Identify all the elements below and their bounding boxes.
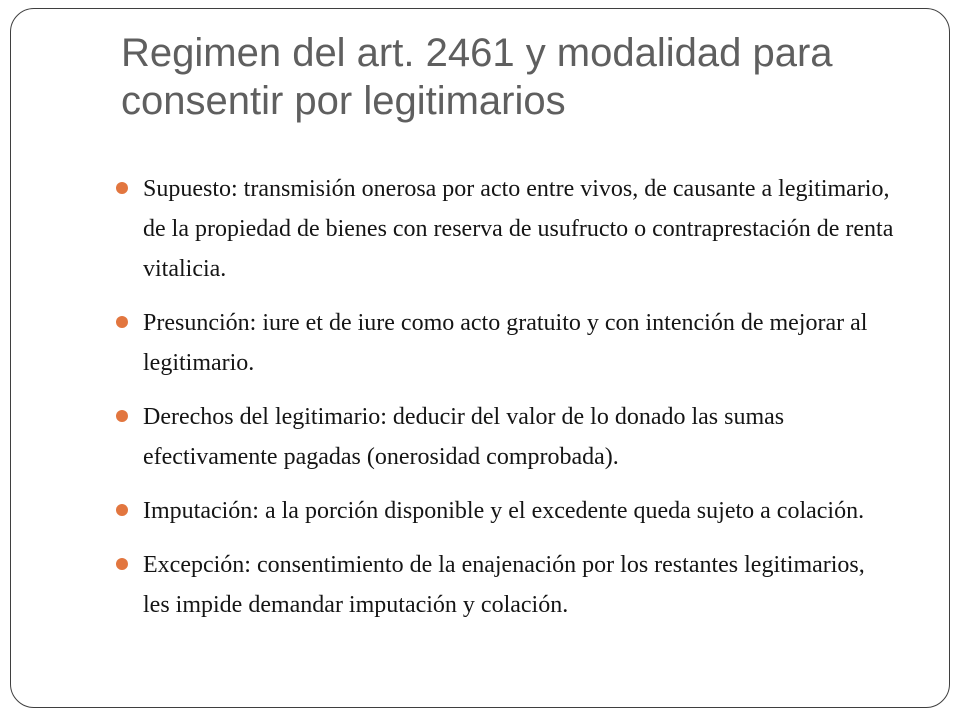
slide — [10, 8, 950, 708]
bullet-item — [116, 303, 896, 383]
bullet-item — [116, 491, 896, 531]
bullet-item — [116, 169, 896, 289]
bullet-text: Derechos del legitimario: deducir del valor de lo donado las sumas efectivamente pagadas (onerosidad comprobada). — [143, 404, 785, 470]
slide-title: Regimen del art. 2461 y modalidad para consentir por legitimarios — [121, 31, 833, 123]
bullet-list — [116, 169, 896, 639]
bullet-dot-icon — [116, 504, 128, 516]
bullet-text: Supuesto: transmisión onerosa por acto entre vivos, de causante a legitimario, de la propiedad de bienes con reserva de usufructo o contraprestación de renta vitalicia. — [143, 176, 894, 282]
bullet-dot-icon — [116, 558, 128, 570]
bullet-item — [116, 397, 896, 477]
bullet-dot-icon — [116, 182, 128, 194]
bullet-dot-icon — [116, 316, 128, 328]
bullet-text: Imputación: a la porción disponible y el excedente queda sujeto a colación. — [143, 498, 865, 524]
bullet-text: Excepción: consentimiento de la enajenación por los restantes legitimarios, les impide demandar imputación y colación. — [143, 552, 865, 618]
bullet-item — [116, 545, 896, 625]
bullet-dot-icon — [116, 410, 128, 422]
bullet-text: Presunción: iure et de iure como acto gratuito y con intención de mejorar al legitimario. — [143, 310, 868, 376]
